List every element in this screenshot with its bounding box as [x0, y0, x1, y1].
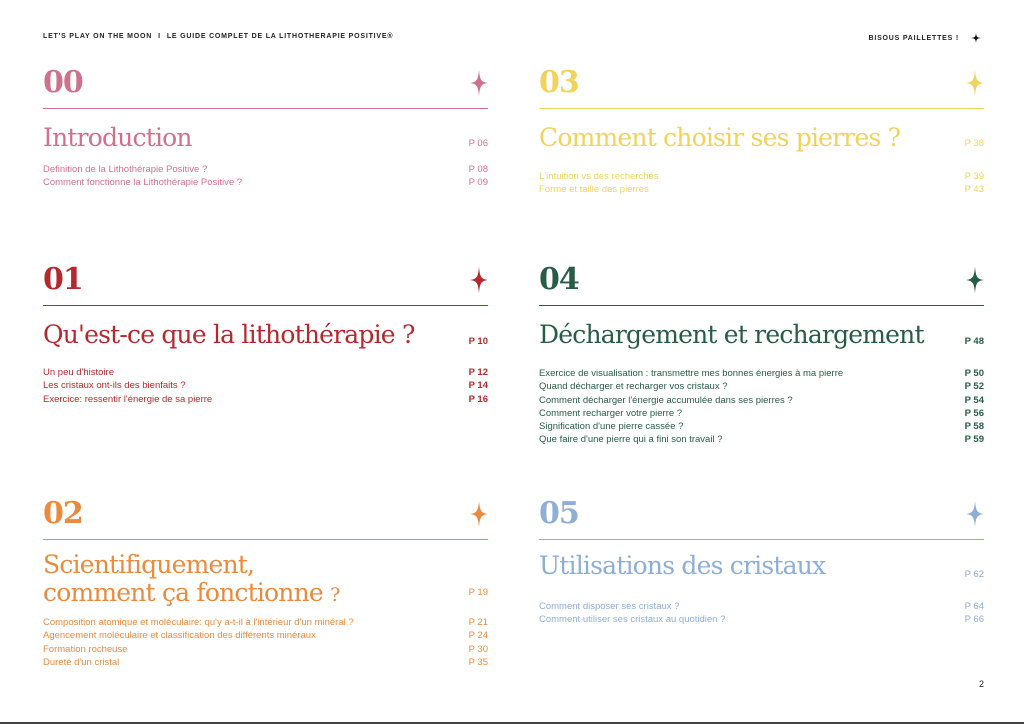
- entry-page: P 59: [964, 434, 984, 446]
- section-divider: [539, 539, 984, 540]
- entry-label: Que faire d'une pierre qui a fini son travail ?: [539, 434, 723, 446]
- section-page: P 19: [468, 587, 488, 598]
- sparkle-icon: [470, 70, 488, 96]
- section-number: 01: [43, 262, 83, 297]
- section-page: P 48: [964, 336, 984, 347]
- entry-label: Quand décharger et recharger vos cristaux ?: [539, 381, 728, 393]
- entry-label: L'intuition vs des recherchés: [539, 171, 659, 182]
- entry-page: P 12: [468, 367, 488, 378]
- toc-entry[interactable]: [539, 613, 984, 626]
- section-number: 03: [539, 65, 579, 100]
- toc-entry[interactable]: [43, 616, 488, 629]
- section-title: Qu'est-ce que la lithothérapie ?: [43, 320, 415, 349]
- entry-page: P 24: [468, 630, 488, 642]
- entry-page: P 52: [964, 381, 984, 393]
- entry-label: Les cristaux ont-ils des bienfaits ?: [43, 380, 186, 392]
- header-right: [868, 33, 981, 43]
- section-divider: [43, 108, 488, 109]
- toc-entry[interactable]: [539, 367, 984, 380]
- entry-label: Signification d'une pierre cassée ?: [539, 421, 684, 433]
- toc-entry[interactable]: [539, 600, 984, 613]
- section-title: Utilisations des cristaux: [539, 551, 826, 580]
- entry-page: P 21: [468, 617, 488, 628]
- section-page: P 62: [964, 569, 984, 580]
- toc-entry[interactable]: [43, 656, 488, 669]
- section-divider: [43, 305, 488, 306]
- guide-title: LE GUIDE COMPLET DE LA LITHOTHERAPIE POSITIVE®: [166, 33, 394, 40]
- entry-label: Exercice: ressentir l'énergie de sa pierre: [43, 393, 213, 405]
- entry-label: Un peu d'histoire: [43, 367, 114, 378]
- section-page: P 10: [468, 336, 488, 347]
- entry-label: Comment décharger l'énergie accumulée dans ses pierres ?: [539, 394, 793, 406]
- toc-entry[interactable]: [43, 366, 488, 379]
- entry-label: Comment recharger votre pierre ?: [539, 407, 683, 419]
- section-number: 04: [539, 262, 579, 297]
- running-header: [43, 33, 981, 45]
- entry-page: P 39: [964, 171, 984, 182]
- section-title-text: comment ça fonctionne: [43, 578, 323, 607]
- entry-page: P 50: [964, 368, 984, 379]
- sparkle-icon: [966, 267, 984, 293]
- entry-label: Dureté d'un cristal: [43, 656, 120, 668]
- section-divider: [43, 539, 488, 540]
- toc-entry[interactable]: [539, 394, 984, 407]
- header-separator: I: [158, 33, 161, 40]
- entry-page: P 35: [468, 656, 488, 668]
- entry-label: Formation rocheuse: [43, 643, 128, 655]
- toc-entry[interactable]: [539, 380, 984, 393]
- header-tagline: BISOUS PAILLETTES !: [868, 34, 959, 42]
- section-number: 02: [43, 496, 83, 531]
- toc-entry[interactable]: [539, 407, 984, 420]
- section-title-qmark: ?: [330, 584, 340, 606]
- entry-label: Definition de la Lithothérapie Positive ?: [43, 164, 208, 175]
- header-left: [43, 33, 393, 40]
- section-title: Déchargement et rechargement: [539, 320, 924, 349]
- toc-entry[interactable]: [539, 433, 984, 446]
- sparkle-icon: [966, 70, 984, 96]
- entry-label: Comment utiliser ses cristaux au quotidien ?: [539, 614, 726, 626]
- entry-page: P 16: [468, 393, 488, 405]
- entry-label: Comment disposer ses cristaux ?: [539, 601, 680, 612]
- section-items: [539, 600, 984, 627]
- entry-page: P 09: [468, 177, 488, 189]
- toc-section-03: [539, 66, 984, 206]
- section-divider: [539, 108, 984, 109]
- entry-page: P 64: [964, 601, 984, 612]
- section-items: [43, 366, 488, 406]
- entry-page: P 58: [964, 421, 984, 433]
- section-title-line: [43, 579, 339, 609]
- section-title: Comment choisir ses pierres ?: [539, 123, 901, 152]
- entry-label: Agencement moléculaire et classification des différents minéraux: [43, 630, 316, 642]
- sparkle-icon: [470, 267, 488, 293]
- sparkle-icon: [470, 501, 488, 527]
- sparkle-icon: [966, 501, 984, 527]
- toc-section-05: [539, 497, 984, 637]
- entry-page: P 54: [964, 394, 984, 406]
- toc-entry[interactable]: [539, 420, 984, 433]
- toc-section-01: [43, 263, 488, 413]
- toc-section-02: [43, 497, 488, 672]
- toc-entry[interactable]: [43, 393, 488, 406]
- toc-entry[interactable]: [539, 183, 984, 196]
- entry-label: Comment fonctionne la Lithothérapie Positive ?: [43, 177, 243, 189]
- section-items: [43, 163, 488, 190]
- toc-entry[interactable]: [43, 176, 488, 189]
- entry-label: Exercice de visualisation : transmettre mes bonnes énergies à ma pierre: [539, 368, 844, 379]
- entry-page: P 08: [468, 164, 488, 175]
- toc-entry[interactable]: [43, 629, 488, 642]
- section-divider: [539, 305, 984, 306]
- toc-entry[interactable]: [43, 379, 488, 392]
- section-number: 00: [43, 65, 83, 100]
- section-page: P 06: [468, 138, 488, 149]
- section-title-line: Scientifiquement,: [43, 550, 255, 579]
- section-title: Introduction: [43, 123, 192, 152]
- section-title: [43, 551, 339, 609]
- toc-section-04: [539, 263, 984, 453]
- section-items: [43, 616, 488, 669]
- toc-entry[interactable]: [43, 643, 488, 656]
- brand-name: LET'S PLAY ON THE MOON: [43, 33, 153, 40]
- entry-page: P 56: [964, 407, 984, 419]
- entry-page: P 14: [468, 380, 488, 392]
- section-items: [539, 367, 984, 447]
- entry-label: Composition atomique et moléculaire: qu'y a-t-il à l'intérieur d'un minéral ?: [43, 617, 354, 628]
- toc-entry[interactable]: [43, 163, 488, 176]
- sparkle-icon: [971, 33, 981, 43]
- page-number: 2: [978, 679, 984, 689]
- section-number: 05: [539, 496, 579, 531]
- entry-label: Forme et taille des pierres: [539, 184, 649, 196]
- section-page: P 38: [964, 138, 984, 149]
- entry-page: P 43: [964, 184, 984, 196]
- toc-section-00: [43, 66, 488, 206]
- section-items: [539, 170, 984, 197]
- toc-entry[interactable]: [539, 170, 984, 183]
- entry-page: P 66: [964, 614, 984, 626]
- entry-page: P 30: [468, 643, 488, 655]
